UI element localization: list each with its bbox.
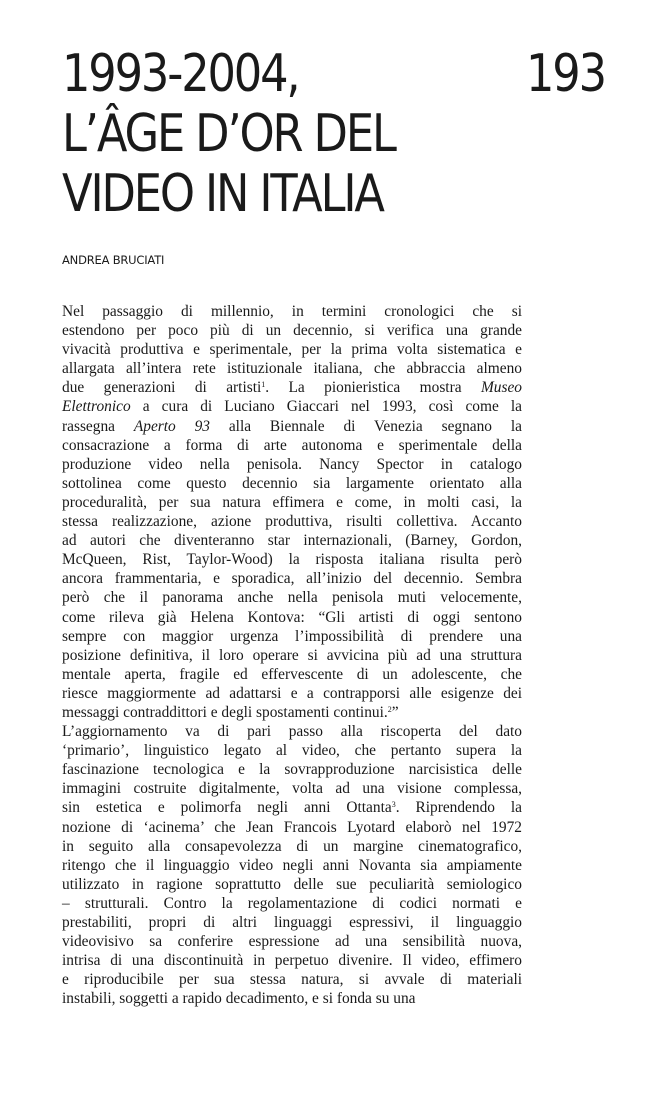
text-line	[62, 608, 522, 627]
title-line-3: VIDEO IN ITALIA	[62, 164, 383, 224]
text-run: stessa realizzazione, azione produttiva, risulti collettiva. Accanto	[62, 513, 522, 531]
text-run: videovisivo sa conferire espressione ad una sensibilità nuova,	[62, 933, 522, 951]
text-line	[62, 340, 522, 359]
text-run: ritengo che il linguaggio video negli anni Novanta sia ampiamente	[62, 856, 522, 874]
text-run: ancora frammentaria, e sporadica, all’inizio del decennio. Sembra	[62, 570, 522, 588]
page-number: 193	[526, 44, 605, 104]
text-run: ad autori che diventeranno star internazionali, (Barney, Gordon,	[62, 532, 522, 550]
text-run: proceduralità, per sua natura effimera e come, in molti casi, la	[62, 493, 522, 511]
text-line	[62, 779, 522, 798]
text-line	[62, 703, 522, 722]
text-run: mentale aperta, fragile ed effervescente di un adolescente, che	[62, 665, 522, 683]
text-run: instabili, soggetti a rapido decadimento, e si fonda su una	[62, 990, 416, 1008]
text-line	[62, 397, 522, 416]
text-line	[62, 837, 522, 856]
text-line	[62, 588, 522, 607]
italic-title: Elettronico	[62, 398, 131, 416]
author-name: ANDREA BRUCIATI	[62, 253, 165, 267]
text-line	[62, 378, 522, 397]
text-line	[62, 856, 522, 875]
text-run: rassegna	[62, 417, 134, 435]
text-line	[62, 321, 522, 340]
text-run: produzione video nella penisola. Nancy Spector in catalogo	[62, 455, 522, 473]
text-line	[62, 550, 522, 569]
text-run: vivacità produttiva e sperimentale, per la prima volta sistematica e	[62, 341, 522, 359]
text-run: fascinazione tecnologica e la sovrapproduzione narcisistica delle	[62, 761, 522, 779]
text-line	[62, 798, 522, 817]
footnote-marker: 2	[387, 704, 392, 714]
text-run: L’aggiornamento va di pari passo alla riscoperta del dato	[62, 723, 522, 741]
text-run: nozione di ‘acinema’ che Jean Francois Lyotard elaborò nel 1972	[62, 818, 522, 836]
text-run: sin estetica e polimorfa negli anni Ottanta	[62, 799, 392, 817]
text-run: ‘primario’, linguistico legato al video, che pertanto supera la	[62, 742, 522, 760]
text-run: utilizzato in ragione soprattutto delle sue peculiarità semiologico	[62, 875, 522, 893]
text-run: in seguito alla consapevolezza di un margine cinematografico,	[62, 837, 522, 855]
text-run: allargata all’intera rete istituzionale italiana, che abbraccia almeno	[62, 360, 522, 378]
text-line	[62, 665, 522, 684]
text-line	[62, 493, 522, 512]
text-run: . La pionieristica mostra	[265, 379, 481, 397]
text-line	[62, 359, 522, 378]
text-line	[62, 684, 522, 703]
text-run: però che il panorama anche nella penisola muti velocemente,	[62, 589, 522, 607]
text-run: immagini costruite digitalmente, volta ad una visione complessa,	[62, 780, 522, 798]
text-line	[62, 989, 522, 1008]
body-paragraph	[62, 302, 522, 1008]
text-run: riesce maggiormente ad adattarsi e a contrapporsi alle esigenze dei	[62, 684, 522, 702]
text-line	[62, 894, 522, 913]
text-line	[62, 417, 522, 436]
text-line	[62, 436, 522, 455]
text-run: come rileva già Helena Kontova: “Gli artisti di oggi sentono	[62, 608, 522, 626]
text-run: due generazioni di artisti	[62, 379, 262, 397]
text-run: consacrazione a forma di arte autonoma e sperimentale della	[62, 436, 522, 454]
text-line	[62, 875, 522, 894]
text-line	[62, 302, 522, 321]
text-run: sempre con maggior urgenza l’impossibilità di prendere una	[62, 627, 522, 645]
text-run: ”	[391, 703, 399, 721]
text-line	[62, 818, 522, 837]
text-line	[62, 932, 522, 951]
title-line-1: 1993-2004,	[62, 44, 299, 104]
text-run: – strutturali. Contro la regolamentazione di codici normati e	[62, 894, 522, 912]
text-run: McQueen, Rist, Taylor-Wood) la risposta italiana risulta però	[62, 551, 522, 569]
text-run: posizione definitiva, il loro operare si avvicina più ad una struttura	[62, 646, 522, 664]
text-run: alla Biennale di Venezia segnano la	[209, 417, 522, 435]
text-line	[62, 760, 522, 779]
text-line	[62, 512, 522, 531]
text-run: sottolinea come questo decennio sia largamente orientato alla	[62, 474, 522, 492]
text-run: intrisa di una discontinuità in perpetuo divenire. Il video, effimero	[62, 952, 522, 970]
text-run: a cura di Luciano Giaccari nel 1993, così come la	[130, 398, 522, 416]
text-line	[62, 722, 522, 741]
text-run: Nel passaggio di millennio, in termini cronologici che si	[62, 303, 522, 320]
footnote-marker: 3	[391, 800, 396, 810]
italic-title: Aperto 93	[133, 417, 210, 435]
text-line	[62, 569, 522, 588]
title-line-2: L’ÂGE D’OR DEL	[62, 104, 395, 164]
text-run: prestabiliti, propri di altri linguaggi espressivi, il linguaggio	[62, 914, 522, 931]
text-run: e riproducibile per sua stessa natura, si avvale di materiali	[62, 971, 522, 989]
text-run: estendono per poco più di un decennio, si verifica una grande	[62, 322, 522, 340]
text-line	[62, 627, 522, 646]
text-line	[62, 646, 522, 665]
text-line	[62, 474, 522, 493]
footnote-marker: 1	[261, 380, 266, 390]
text-line	[62, 741, 522, 760]
text-run: . Riprendendo la	[395, 799, 522, 817]
text-line	[62, 970, 522, 989]
text-line	[62, 913, 522, 932]
chapter-title	[62, 44, 395, 224]
text-line	[62, 951, 522, 970]
text-line	[62, 531, 522, 550]
italic-title: Museo	[480, 379, 522, 397]
text-line	[62, 455, 522, 474]
text-run: messaggi contraddittori e degli spostamenti continui.	[62, 703, 388, 721]
